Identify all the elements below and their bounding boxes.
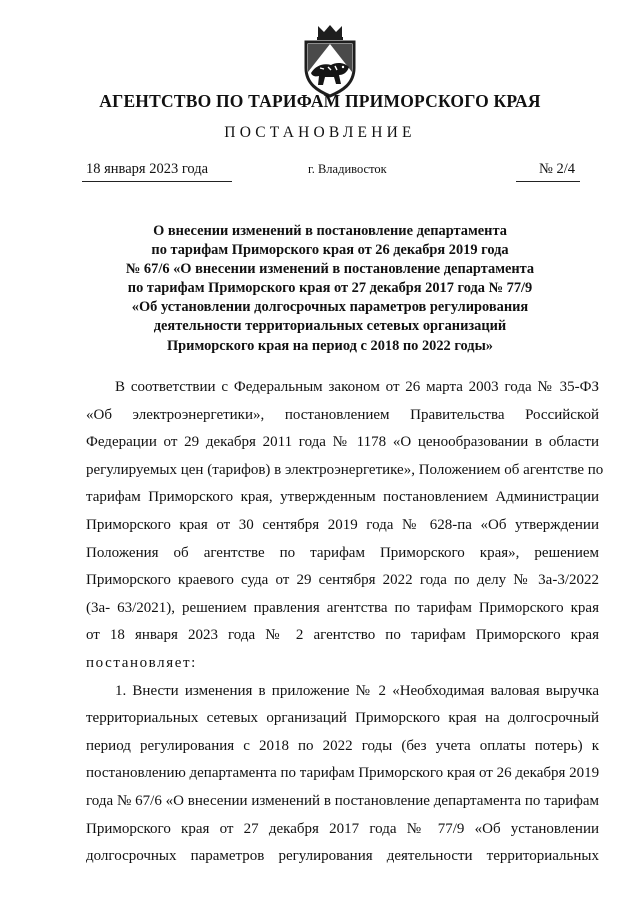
- title-line: № 67/6 «О внесении изменений в постановление департамента: [125, 261, 535, 278]
- document-number: № 2/4: [539, 161, 575, 177]
- number-underline: [516, 181, 580, 182]
- title-line: по тарифам Приморского края от 26 декабря 2019 года: [151, 242, 509, 259]
- body-line: период регулирования с 2018 по 2022 годы (без учета оплаты потерь) к: [86, 737, 599, 754]
- body-line: тарифам Приморского края, утвержденным постановлением Администрации: [86, 489, 599, 506]
- document-type: ПОСТАНОВЛЕНИЕ: [224, 124, 416, 141]
- body-line: Приморского краевого суда от 29 сентября 2022 года по делу № 3а-3/2022: [86, 572, 599, 589]
- document-title: [70, 222, 590, 356]
- body-line: Положения об агентстве по тарифам Приморского края», решением: [86, 544, 599, 561]
- document-date: 18 января 2023 года: [86, 161, 209, 177]
- body-line: регулируемых цен (тарифов) в электроэнергетике», Положением об агентстве по: [86, 461, 604, 478]
- body-line: «Об электроэнергетики», постановлением Правительства Российской: [86, 406, 599, 423]
- body-line: долгосрочных параметров регулирования деятельности территориальных: [86, 848, 599, 865]
- title-line: О внесении изменений в постановление департамента: [153, 223, 507, 239]
- title-line: деятельности территориальных сетевых организаций: [153, 318, 507, 335]
- document-body: [86, 374, 604, 871]
- date-underline: [82, 181, 232, 182]
- body-line: (3а- 63/2021), решением правления агентства по тарифам Приморского края: [86, 599, 599, 616]
- agency-name: АГЕНТСТВО ПО ТАРИФАМ ПРИМОРСКОГО КРАЯ: [99, 91, 541, 111]
- title-line: по тарифам Приморского края от 27 декабря 2017 года № 77/9: [127, 280, 533, 297]
- title-line: «Об установлении долгосрочных параметров регулирования: [131, 299, 529, 316]
- body-line: постановляет:: [86, 654, 197, 671]
- document-city: г. Владивосток: [308, 162, 387, 176]
- coat-of-arms-emblem: [298, 20, 362, 98]
- body-line: Федерации от 29 декабря 2011 года № 1178 «О ценообразовании в области: [86, 434, 599, 451]
- body-line: постановлению департамента по тарифам Приморского края от 26 декабря 2019: [86, 765, 600, 782]
- body-line: года № 67/6 «О внесении изменений в постановление департамента по тарифам: [86, 792, 599, 809]
- body-line: Приморского края от 27 декабря 2017 года № 77/9 «Об установлении: [86, 820, 599, 837]
- body-line: территориальных сетевых организаций Приморского края на долгосрочный: [86, 710, 599, 727]
- body-line: Приморского края от 30 сентября 2019 года № 628-па «Об утверждении: [86, 516, 599, 533]
- body-line: В соответствии с Федеральным законом от 26 марта 2003 года № 35-ФЗ: [115, 379, 599, 395]
- body-line: от 18 января 2023 года № 2 агентство по тарифам Приморского края: [86, 627, 599, 644]
- body-line: 1. Внести изменения в приложение № 2 «Необходимая валовая выручка: [115, 682, 599, 699]
- title-line: Приморского края на период с 2018 по 2022 годы»: [166, 337, 494, 354]
